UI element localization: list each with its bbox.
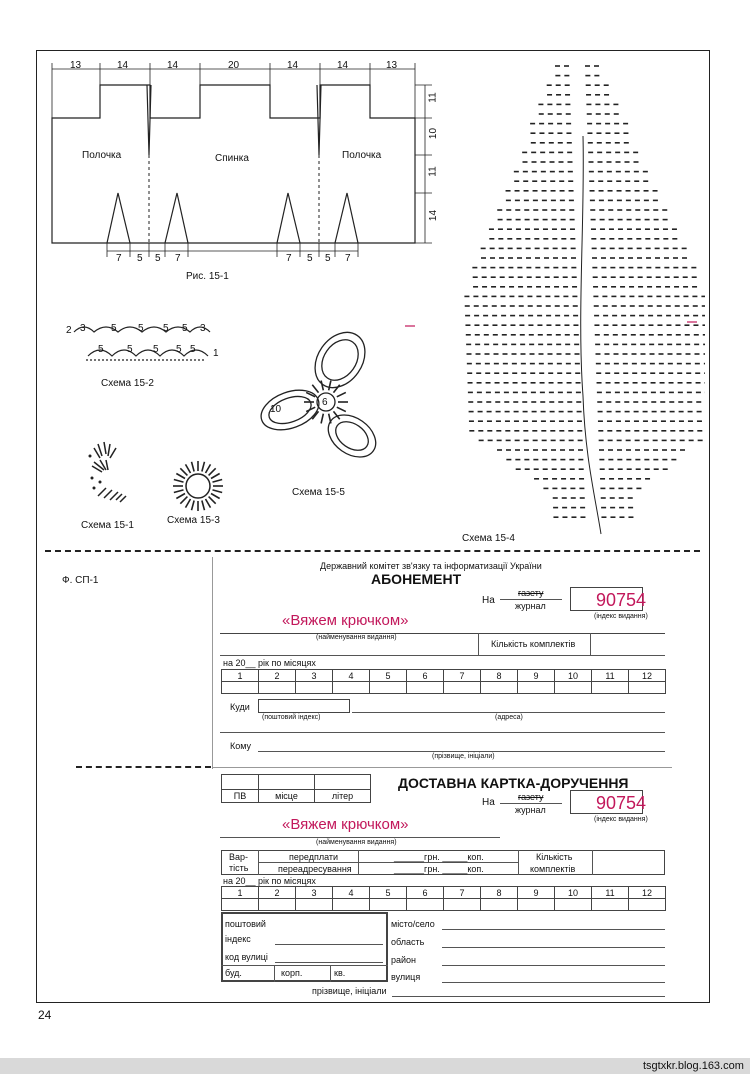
address-field[interactable] <box>352 712 665 713</box>
month-5: 5 <box>370 670 407 682</box>
indeks-label: індекс <box>225 934 251 944</box>
vulytsia-label: вулиця <box>391 972 421 982</box>
s155-n10: 10 <box>270 404 282 415</box>
pib-label: прізвище, ініціали <box>312 986 387 996</box>
s152-n2: 2 <box>66 325 72 336</box>
scheme-15-3-caption: Схема 15-3 <box>167 515 220 526</box>
oblast-field[interactable] <box>442 947 665 948</box>
month-8: 8 <box>481 887 518 899</box>
dim-right-4: 14 <box>428 209 440 222</box>
edition-row-1 <box>220 633 665 655</box>
dim-top-6: 14 <box>337 60 349 71</box>
month-cell[interactable] <box>222 899 259 911</box>
s152-r2-1: 5 <box>98 344 104 355</box>
month-cell[interactable] <box>296 682 333 694</box>
month-cell[interactable] <box>592 899 629 911</box>
month-cell[interactable] <box>370 899 407 911</box>
dim-top-5: 14 <box>287 60 299 71</box>
watermark: tsgtxkr.blog.163.com <box>643 1060 744 1072</box>
s152-r2-2: 5 <box>127 344 133 355</box>
bud-label: буд. <box>225 968 242 978</box>
dim-right-1: 11 <box>427 92 439 103</box>
month-cell[interactable] <box>518 899 555 911</box>
dim-bottom-3: 5 <box>155 253 161 264</box>
korp-label: корп. <box>281 968 303 978</box>
month-cell[interactable] <box>370 682 407 694</box>
month-cell[interactable] <box>333 899 370 911</box>
na-label-2: На <box>482 797 495 808</box>
s152-n5b: 5 <box>138 323 144 334</box>
scheme-15-5-caption: Схема 15-5 <box>292 487 345 498</box>
dim-right-3: 11 <box>427 166 439 177</box>
scheme-15-4-diagram <box>405 56 705 541</box>
oblast-label: область <box>391 937 425 947</box>
month-2: 2 <box>259 670 296 682</box>
year-label-2: на 20__ рік по місяцях <box>223 876 316 886</box>
edition-label-2: (найменування видання) <box>316 839 397 846</box>
edition-label-1: (найменування видання) <box>316 634 397 641</box>
month-6: 6 <box>407 887 444 899</box>
month-6: 6 <box>407 670 444 682</box>
months-table-2 <box>221 886 666 911</box>
dim-bottom-5: 7 <box>286 253 292 264</box>
month-12: 12 <box>629 670 666 682</box>
tist-label: тість <box>229 863 249 873</box>
dim-top-1: 13 <box>70 60 82 71</box>
s152-n5d: 5 <box>182 323 188 334</box>
s152-r2-5: 5 <box>190 344 196 355</box>
s152-n3b: 3 <box>200 323 206 334</box>
s152-n5c: 5 <box>163 323 169 334</box>
month-cell[interactable] <box>333 682 370 694</box>
dim-top-3: 14 <box>167 60 179 71</box>
month-cell[interactable] <box>444 899 481 911</box>
cut-line-top <box>45 550 700 552</box>
delivery-card-title: ДОСТАВНА КАРТКА-ДОРУЧЕННЯ <box>398 775 629 791</box>
month-5: 5 <box>370 887 407 899</box>
month-11: 11 <box>592 887 629 899</box>
month-3: 3 <box>296 887 333 899</box>
s152-n3a: 3 <box>80 323 86 334</box>
footer-bar <box>0 1058 750 1074</box>
year-label-1: на 20__ рік по місяцях <box>223 658 316 668</box>
na-label-1: На <box>482 595 495 606</box>
index-label-2: (індекс видання) <box>594 816 648 823</box>
street-field[interactable] <box>442 982 665 983</box>
s152-r2-4: 5 <box>176 344 182 355</box>
misce-cell[interactable] <box>259 775 315 790</box>
s152-r2-3: 5 <box>153 344 159 355</box>
hrn-label-1: ______грн. _____коп. <box>394 852 484 862</box>
kudy-label: Куди <box>230 702 250 712</box>
dim-right-2: 10 <box>428 127 440 140</box>
liter-cell[interactable] <box>315 775 371 790</box>
street-code-line[interactable] <box>275 962 383 963</box>
subscription-title: АБОНЕМЕНТ <box>371 571 462 587</box>
index-label-1: (індекс видання) <box>594 613 648 620</box>
pv-label: ПВ <box>222 790 259 803</box>
hrn-label-2: ______грн. _____коп. <box>394 864 484 874</box>
month-4: 4 <box>333 887 370 899</box>
raion-field[interactable] <box>442 965 665 966</box>
month-10: 10 <box>555 887 592 899</box>
vart-label: Вар- <box>229 852 249 862</box>
month-cell[interactable] <box>518 682 555 694</box>
form-divider <box>212 557 213 769</box>
postal-index-field[interactable] <box>258 699 350 713</box>
postal-index-line[interactable] <box>275 944 383 945</box>
month-cell[interactable] <box>259 682 296 694</box>
s152-r2-6: 1 <box>213 348 219 359</box>
liter-label: літер <box>315 790 371 803</box>
label-back: Спинка <box>215 153 249 164</box>
poshtovyi-label: поштовий <box>225 919 266 929</box>
months-table-1 <box>221 669 666 694</box>
month-cell[interactable] <box>222 682 259 694</box>
gazetu-label-2: газету <box>518 792 544 802</box>
peredplaty-label: передплати <box>289 852 339 862</box>
s155-n6: 6 <box>322 397 328 408</box>
dim-bottom-1: 7 <box>116 253 122 264</box>
komu-label: Кому <box>230 741 252 751</box>
pereadres-label: переадресування <box>278 864 352 874</box>
misto-label: місто/село <box>391 919 435 929</box>
month-cell[interactable] <box>407 899 444 911</box>
s152-n5a: 5 <box>111 323 117 334</box>
month-7: 7 <box>444 887 481 899</box>
month-cell[interactable] <box>481 682 518 694</box>
month-10: 10 <box>555 670 592 682</box>
month-9: 9 <box>518 670 555 682</box>
name-label-1: (прізвище, ініціали) <box>432 753 495 760</box>
dim-bottom-4: 7 <box>175 253 181 264</box>
month-8: 8 <box>481 670 518 682</box>
label-front-right: Полочка <box>342 150 382 161</box>
page-number: 24 <box>38 1008 52 1022</box>
form-code: Ф. СП-1 <box>62 575 99 586</box>
month-1: 1 <box>222 670 259 682</box>
pv-table <box>221 774 371 803</box>
zhurnal-label-2: журнал <box>515 805 546 815</box>
zhurnal-label-1: журнал <box>515 601 546 611</box>
kod-vulytsi-label: код вулиці <box>225 952 268 962</box>
raion-label: район <box>391 955 417 965</box>
month-7: 7 <box>444 670 481 682</box>
month-1: 1 <box>222 887 259 899</box>
dim-bottom-8: 7 <box>345 253 351 264</box>
cut-line-mid <box>76 766 211 768</box>
pattern-diagram <box>40 55 440 285</box>
month-11: 11 <box>592 670 629 682</box>
city-field[interactable] <box>442 929 665 930</box>
dim-top-2: 14 <box>117 60 129 71</box>
sets-label-1: Кількість комплектів <box>491 639 576 649</box>
month-3: 3 <box>296 670 333 682</box>
dim-top-7: 13 <box>386 60 398 71</box>
pv-cell[interactable] <box>222 775 259 790</box>
ministry-name: Державний комітет зв'язку та інформатизації України <box>320 561 542 571</box>
scheme-15-3-diagram <box>170 458 226 514</box>
dim-top-4: 20 <box>228 60 240 71</box>
month-cell[interactable] <box>259 899 296 911</box>
index-value-1: 90754 <box>596 590 647 610</box>
scheme-15-1-caption: Схема 15-1 <box>81 520 134 531</box>
month-cell[interactable] <box>407 682 444 694</box>
dim-bottom-7: 5 <box>325 253 331 264</box>
month-4: 4 <box>333 670 370 682</box>
scheme-15-1-diagram <box>84 438 134 513</box>
month-2: 2 <box>259 887 296 899</box>
komplektiv-label: комплектів <box>530 864 576 874</box>
month-cell[interactable] <box>629 899 666 911</box>
kilkist-label: Кількість <box>536 852 573 862</box>
scheme-15-4-caption: Схема 15-4 <box>462 533 515 544</box>
month-cell[interactable] <box>481 899 518 911</box>
address-label: (адреса) <box>495 714 523 721</box>
dim-bottom-2: 5 <box>137 253 143 264</box>
recipient-field[interactable] <box>258 751 665 752</box>
magazine-name-2: «Вяжем крючком» <box>282 816 409 833</box>
month-cell[interactable] <box>555 682 592 694</box>
misce-label: місце <box>259 790 315 803</box>
month-cell[interactable] <box>296 899 333 911</box>
month-cell[interactable] <box>555 899 592 911</box>
month-12: 12 <box>629 887 666 899</box>
month-cell[interactable] <box>629 682 666 694</box>
kv-label: кв. <box>334 968 346 978</box>
dim-bottom-6: 5 <box>307 253 313 264</box>
figure-caption: Рис. 15-1 <box>186 271 229 282</box>
month-cell[interactable] <box>592 682 629 694</box>
pib-field[interactable] <box>392 996 665 997</box>
magazine-name-1: «Вяжем крючком» <box>282 612 409 629</box>
scheme-15-2-caption: Схема 15-2 <box>101 378 154 389</box>
month-cell[interactable] <box>444 682 481 694</box>
gazetu-label-1: газету <box>518 588 544 598</box>
month-9: 9 <box>518 887 555 899</box>
index-value-2: 90754 <box>596 793 647 813</box>
label-front-left: Полочка <box>82 150 122 161</box>
postal-label: (поштовий індекс) <box>262 714 321 721</box>
